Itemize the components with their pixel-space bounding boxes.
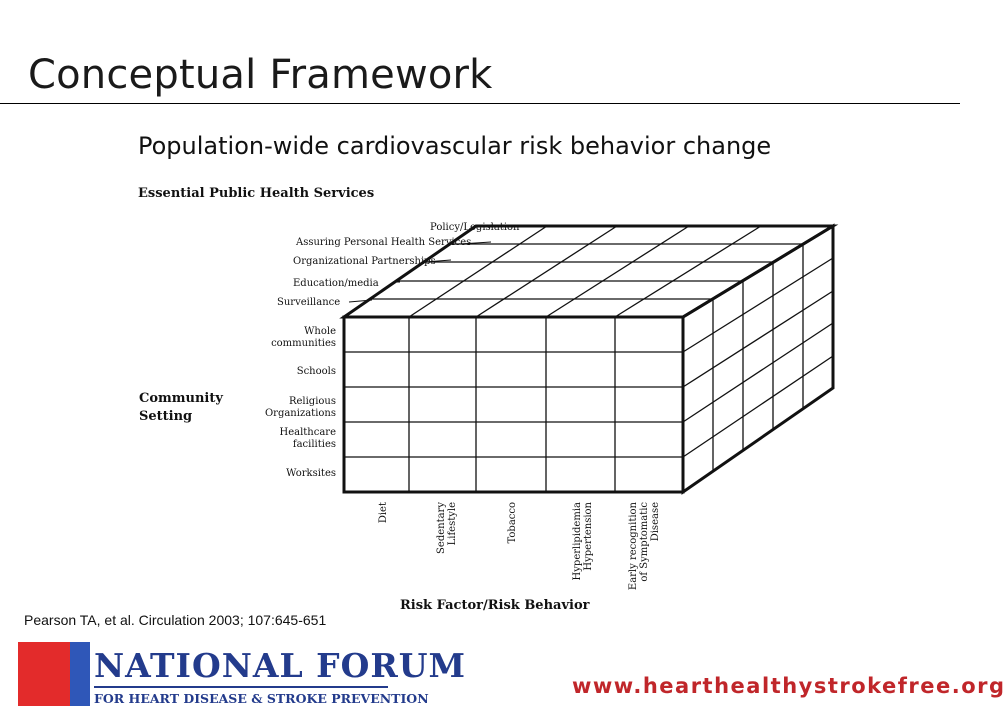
services-heading: Essential Public Health Services [138,186,375,201]
setting-label: Religious [288,396,336,407]
top-depth-line [546,226,689,317]
risk-label-group [436,502,458,554]
risk-heading: Risk Factor/Risk Behavior [400,598,590,613]
setting-label: Healthcare [279,427,336,438]
risk-label-group [378,502,389,523]
risk-label: Diet [378,502,389,524]
setting-heading-line1: Community [139,391,223,406]
setting-label: Worksites [286,468,336,479]
top-depth-line [615,226,761,317]
risk-label: Sedentary [436,502,447,554]
logo-tagline: FOR HEART DISEASE & STROKE PREVENTION [94,691,429,706]
setting-label: Schools [296,366,336,377]
setting-heading-line2: Setting [139,409,193,424]
risk-label: Lifestyle [447,502,458,546]
risk-label: Hyperlipidemia [572,502,583,581]
cube-right-face [683,226,833,492]
cube-front-face [344,317,683,492]
risk-label: Disease [650,502,661,542]
risk-label-group [572,501,594,580]
slide-title: Conceptual Framework [28,52,493,98]
risk-label: Tobacco [507,502,518,544]
service-label: Education/media [293,278,379,289]
logo-flag-icon [18,642,70,706]
service-label: Assuring Personal Health Services [296,237,472,248]
top-depth-line [476,226,617,317]
setting-label: facilities [292,439,336,450]
setting-label: Whole [304,326,336,337]
setting-label: communities [271,338,336,349]
service-label: Policy/Legislation [430,222,520,233]
risk-label-group [507,502,518,544]
logo-divider [94,686,388,688]
service-label: Surveillance [277,297,341,308]
slide-subtitle: Population-wide cardiovascular risk behavior change [138,132,772,160]
risk-label: of Symptomatic [639,502,650,582]
service-label: Organizational Partnerships [293,256,436,267]
logo-flag-stripe [70,642,90,706]
citation: Pearson TA, et al. Circulation 2003; 107:645-651 [24,612,327,628]
website-link[interactable]: www.hearthealthystrokefree.org [572,674,1006,698]
risk-label: Early recognition [628,502,639,591]
risk-label: Hypertension [583,502,594,571]
logo-name: NATIONAL FORUM [94,646,467,685]
setting-label: Organizations [264,408,336,419]
risk-label-group [628,501,661,590]
